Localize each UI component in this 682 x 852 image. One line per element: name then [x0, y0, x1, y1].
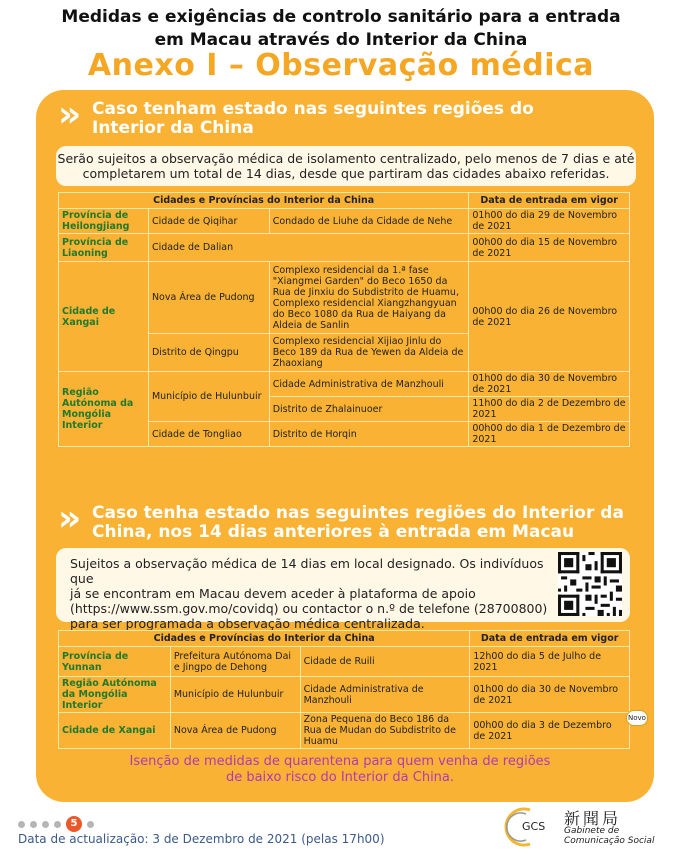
area-cell: Condado de Liuhe da Cidade de Nehe — [269, 209, 469, 234]
exemption-note — [60, 754, 620, 786]
date-cell: 00h00 do dia 1 de Dezembro de 2021 — [469, 422, 630, 447]
col-regions: Cidades e Províncias do Interior da China — [59, 631, 470, 647]
table-header-row — [59, 631, 630, 647]
chevron-right-icon: » — [58, 498, 74, 539]
section2-notice-line4: para ser programada a observação médica centralizada. — [70, 616, 425, 631]
qr-code-icon[interactable] — [558, 552, 622, 616]
area-cell: Cidade Administrativa de Manzhouli — [269, 372, 469, 397]
table-row — [59, 713, 630, 749]
section1-title — [92, 100, 534, 138]
support-platform-link[interactable]: (https://www.ssm.gov.mo/covidq) ou contactor o n.º de telefone (28700800) — [70, 601, 548, 616]
col-date: Data de entrada em vigor — [470, 631, 630, 647]
city-cell: Zona Pequena do Beco 186 da Rua de Mudan do Subdistrito de Huamu — [300, 713, 470, 749]
date-cell: 01h00 do dia 30 de Novembro de 2021 — [469, 372, 630, 397]
section2-title-line1: Caso tenha estado nas seguintes regiões do Interior da — [92, 503, 624, 523]
table-row — [59, 372, 630, 397]
logo-portuguese — [564, 826, 654, 846]
table-row — [59, 234, 630, 262]
table-row — [59, 677, 630, 713]
current-page-badge[interactable]: 5 — [66, 816, 82, 832]
date-cell: 01h00 do dia 30 de Novembro de 2021 — [470, 677, 630, 713]
page-indicator — [18, 816, 99, 832]
table-header-row — [59, 193, 630, 209]
section2-notice-text — [70, 556, 550, 631]
chevron-right-icon: » — [58, 94, 74, 135]
area-cell: Complexo residencial da 1.ª fase "Xiangmei Garden" do Beco 1650 da Rua de Jinxiu do Subdistrito de Huamu, Complexo residencial Xiangzhangyuan do Beco 1080 da Rua de Haiyang da Aldeia de Sanlin — [269, 262, 469, 334]
page-dot[interactable] — [42, 821, 49, 828]
district-cell: Nova Área de Pudong — [148, 262, 269, 334]
col-regions: Cidades e Províncias do Interior da China — [59, 193, 469, 209]
section1-notice-line2: completarem um total de 14 dias, desde que partiram das cidades abaixo referidas. — [82, 166, 610, 181]
section2-title — [92, 504, 624, 542]
city-cell: Município de Hulunbuir — [148, 372, 269, 422]
section1-table — [58, 192, 630, 447]
province-cell: Província de Yunnan — [59, 647, 171, 677]
province-cell: Cidade de Xangai — [59, 262, 149, 372]
date-cell: 12h00 do dia 5 de Julho de 2021 — [470, 647, 630, 677]
section1-notice — [56, 146, 636, 186]
date-cell: 00h00 do dia 3 de Dezembro de 2021 — [470, 713, 630, 749]
section2-header — [58, 498, 638, 542]
section2-notice — [56, 548, 630, 631]
prefecture-cell: Prefeitura Autónoma Dai e Jingpo de Dehong — [170, 647, 300, 677]
page-dot[interactable] — [30, 821, 37, 828]
new-badge: Novo — [626, 710, 648, 726]
province-cell: Província de Liaoning — [59, 234, 149, 262]
date-cell: 00h00 do dia 15 de Novembro de 2021 — [469, 234, 630, 262]
table-row — [59, 209, 630, 234]
date-cell: 11h00 do dia 2 de Dezembro de 2021 — [469, 397, 630, 422]
province-cell: Cidade de Xangai — [59, 713, 171, 749]
section1-header — [58, 94, 638, 138]
area-cell: Distrito de Horqin — [269, 422, 469, 447]
section2-title-line2: China, nos 14 dias anteriores à entrada em Macau — [92, 522, 575, 542]
prefecture-cell: Nova Área de Pudong — [170, 713, 300, 749]
province-cell: Região Autónoma da Mongólia Interior — [59, 677, 171, 713]
area-cell: Distrito de Zhalainuoer — [269, 397, 469, 422]
exemption-line1: Isenção de medidas de quarentena para quem venha de regiões — [129, 754, 551, 769]
exemption-line2: de baixo risco do Interior da China. — [225, 770, 455, 785]
section2-table — [58, 630, 630, 749]
table-row — [59, 262, 630, 334]
page-title — [0, 6, 682, 52]
section1-title-line1: Caso tenham estado nas seguintes regiões do — [92, 99, 534, 119]
date-cell: 00h00 do dia 26 de Novembro de 2021 — [469, 262, 630, 372]
prefecture-cell: Município de Hulunbuir — [170, 677, 300, 713]
section1-title-line2: Interior da China — [92, 118, 254, 138]
col-date: Data de entrada em vigor — [469, 193, 630, 209]
logo-pt-line1: Gabinete de — [564, 826, 620, 836]
city-cell: Cidade de Dalian — [148, 234, 468, 262]
city-cell: Cidade de Ruili — [300, 647, 470, 677]
page-dot[interactable] — [18, 821, 25, 828]
city-cell: Cidade de Tongliao — [148, 422, 269, 447]
logo-chinese: 新聞局 — [564, 809, 622, 828]
page-dot[interactable] — [54, 821, 61, 828]
province-cell: Região Autónoma da Mongólia Interior — [59, 372, 149, 447]
table-row — [59, 647, 630, 677]
section2-notice-line1: Sujeitos a observação médica de 14 dias em local designado. Os indivíduos que — [70, 556, 544, 586]
annex-title: Anexo I – Observação médica — [87, 48, 595, 83]
logo-mark: GCS — [522, 820, 546, 833]
logo-pt-line2: Comunicação Social — [564, 836, 655, 846]
title-line-1: Medidas e exigências de controlo sanitário para a entrada — [61, 7, 621, 27]
district-cell: Distrito de Qingpu — [148, 334, 269, 372]
area-cell: Complexo residencial Xijiao Jinlu do Beco 189 da Rua de Yewen da Aldeia de Zhaoxiang — [269, 334, 469, 372]
title-line-2: em Macau através do Interior da China — [154, 30, 528, 50]
page-dot[interactable] — [87, 821, 94, 828]
update-date: Data de actualização: 3 de Dezembro de 2021 (pelas 17h00) — [18, 832, 385, 846]
city-cell: Cidade de Qiqihar — [148, 209, 269, 234]
province-cell: Província de Heilongjiang — [59, 209, 149, 234]
city-cell: Cidade Administrativa de Manzhouli — [300, 677, 470, 713]
date-cell: 01h00 do dia 29 de Novembro de 2021 — [469, 209, 630, 234]
gcs-logo — [500, 804, 670, 848]
section2-notice-line2: já se encontram em Macau devem aceder à plataforma de apoio — [70, 586, 476, 601]
section1-notice-line1: Serão sujeitos a observação médica de isolamento centralizado, pelo menos de 7 dias e até — [57, 151, 635, 166]
